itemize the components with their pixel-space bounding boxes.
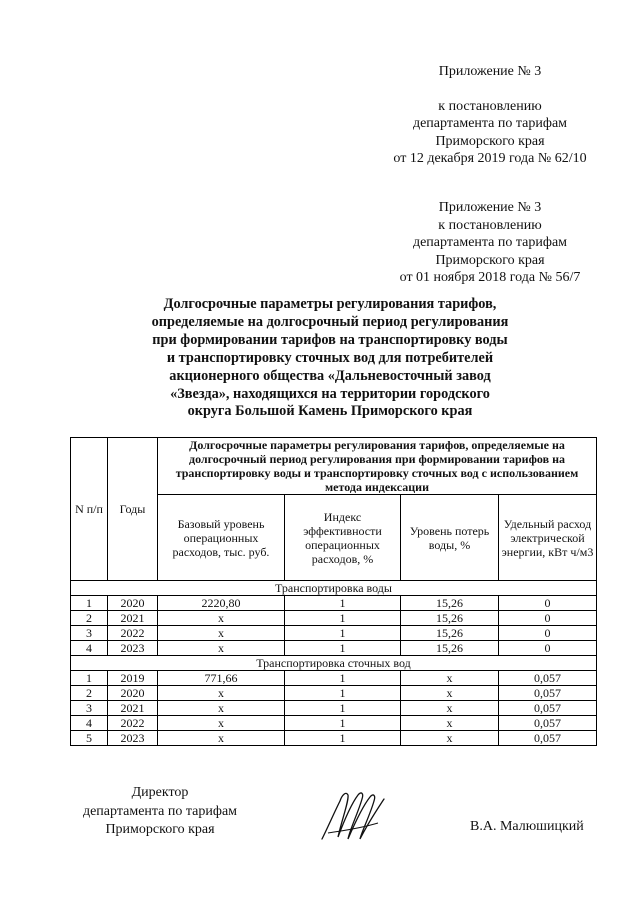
section-label: Транспортировка воды	[71, 581, 597, 596]
appendix-line: департамента по тарифам	[412, 235, 568, 250]
table-cell: 0	[499, 611, 597, 626]
table-cell: 1	[285, 596, 401, 611]
table-cell: 0	[499, 641, 597, 656]
table-cell: 5	[71, 731, 108, 746]
heading-line: Долгосрочные параметры регулирования тарифов,	[163, 296, 497, 312]
table-cell: 1	[71, 596, 108, 611]
table-cell: x	[158, 686, 285, 701]
table-cell: 2020	[108, 596, 158, 611]
col-header-years: Годы	[108, 438, 158, 581]
table-cell: 2022	[108, 626, 158, 641]
table-cell: 15,26	[401, 641, 499, 656]
table-row	[71, 701, 597, 716]
table-cell: 15,26	[401, 611, 499, 626]
table-cell: 2220,80	[158, 596, 285, 611]
appendix-title: Приложение № 3	[438, 64, 542, 79]
appendix-line: Приморского края	[435, 133, 545, 149]
appendix-line: Приморского края	[435, 252, 545, 268]
table-cell: x	[401, 686, 499, 701]
col-header-n: N п/п	[71, 438, 108, 581]
appendix-line: Приложение № 3	[438, 200, 542, 215]
table-cell: x	[158, 626, 285, 641]
table-cell: 1	[285, 611, 401, 626]
signer-position-line: Директор	[131, 785, 189, 800]
table-row	[71, 626, 597, 641]
table-cell: 4	[71, 716, 108, 731]
table-cell: 1	[285, 731, 401, 746]
table-cell: 3	[71, 626, 108, 641]
heading-line: определяемые на долгосрочный период регулирования	[151, 313, 509, 330]
table-cell: 1	[285, 671, 401, 686]
table-row	[71, 731, 597, 746]
appendix-line: от 12 декабря 2019 года № 62/10	[393, 151, 587, 166]
table-cell: x	[401, 731, 499, 746]
signer-position-line: департамента по тарифам	[82, 803, 238, 819]
heading-line: при формировании тарифов на транспортировку воды	[152, 331, 508, 348]
table-cell: x	[401, 716, 499, 731]
table-row	[71, 686, 597, 701]
handwritten-signature	[318, 787, 388, 843]
table-cell: 0,057	[499, 716, 597, 731]
table-cell: 1	[285, 701, 401, 716]
col-header-base-opex: Базовый уровень операционных расходов, тыс. руб.	[158, 495, 285, 581]
appendix-line: от 01 ноября 2018 года № 56/7	[399, 270, 581, 285]
col-header-water-loss: Уровень потерь воды, %	[401, 495, 499, 581]
table-cell: x	[401, 701, 499, 716]
heading-line: и транспортировку сточных вод для потребителей	[166, 349, 494, 366]
heading-line: акционерного общества «Дальневосточный завод	[169, 367, 491, 384]
appendix-line: к постановлению	[438, 98, 542, 114]
table-cell: 1	[285, 641, 401, 656]
table-cell: 2022	[108, 716, 158, 731]
table-cell: 1	[285, 626, 401, 641]
table-cell: x	[401, 671, 499, 686]
table-cell: 2020	[108, 686, 158, 701]
col-header-energy-use: Удельный расход электрической энергии, кВт ч/м3	[499, 495, 597, 581]
table-cell: x	[158, 611, 285, 626]
signer-position-line: Приморского края	[105, 822, 215, 837]
section-row	[71, 581, 597, 596]
signer-position	[60, 784, 260, 840]
appendix-line: департамента по тарифам	[412, 116, 568, 131]
table-cell: 4	[71, 641, 108, 656]
table-cell: 0	[499, 626, 597, 641]
table-cell: 2	[71, 611, 108, 626]
table-cell: 0,057	[499, 686, 597, 701]
table-cell: 2019	[108, 671, 158, 686]
table-cell: 1	[285, 686, 401, 701]
parameters-table	[70, 437, 597, 746]
table-row	[71, 611, 597, 626]
table-cell: 2023	[108, 731, 158, 746]
table-cell: 0,057	[499, 731, 597, 746]
table-cell: 3	[71, 701, 108, 716]
table-cell: 1	[71, 671, 108, 686]
col-header-group: Долгосрочные параметры регулирования тарифов, определяемые на долгосрочный период регулирования при формировании тарифов на транспортировку воды и транспортировку сточных вод с использованием метода индексации	[158, 438, 597, 495]
table-cell: 15,26	[401, 596, 499, 611]
table-body	[71, 581, 597, 746]
table-row	[71, 596, 597, 611]
table-cell: 2021	[108, 701, 158, 716]
section-label: Транспортировка сточных вод	[71, 656, 597, 671]
table-cell: 1	[285, 716, 401, 731]
table-cell: 0,057	[499, 671, 597, 686]
table-row	[71, 671, 597, 686]
table-cell: x	[158, 701, 285, 716]
heading-line: округа Большой Камень Приморского края	[187, 403, 473, 420]
section-row	[71, 656, 597, 671]
table-cell: x	[158, 716, 285, 731]
appendix-original	[340, 199, 640, 287]
table-cell: 15,26	[401, 626, 499, 641]
table-cell: x	[158, 641, 285, 656]
table-cell: 0	[499, 596, 597, 611]
col-header-efficiency-index: Индекс эффективности операционных расходов, %	[285, 495, 401, 581]
table-row	[71, 641, 597, 656]
table-cell: x	[158, 731, 285, 746]
table-cell: 2021	[108, 611, 158, 626]
table-cell: 771,66	[158, 671, 285, 686]
table-cell: 2023	[108, 641, 158, 656]
table-row	[71, 716, 597, 731]
appendix-line: к постановлению	[438, 217, 542, 233]
signer-name: В.А. Малюшицкий	[470, 819, 584, 834]
document-heading	[118, 296, 542, 421]
table-cell: 0,057	[499, 701, 597, 716]
table-cell: 2	[71, 686, 108, 701]
heading-line: «Звезда», находящихся на территории городского	[170, 385, 490, 402]
appendix-current	[340, 63, 640, 168]
